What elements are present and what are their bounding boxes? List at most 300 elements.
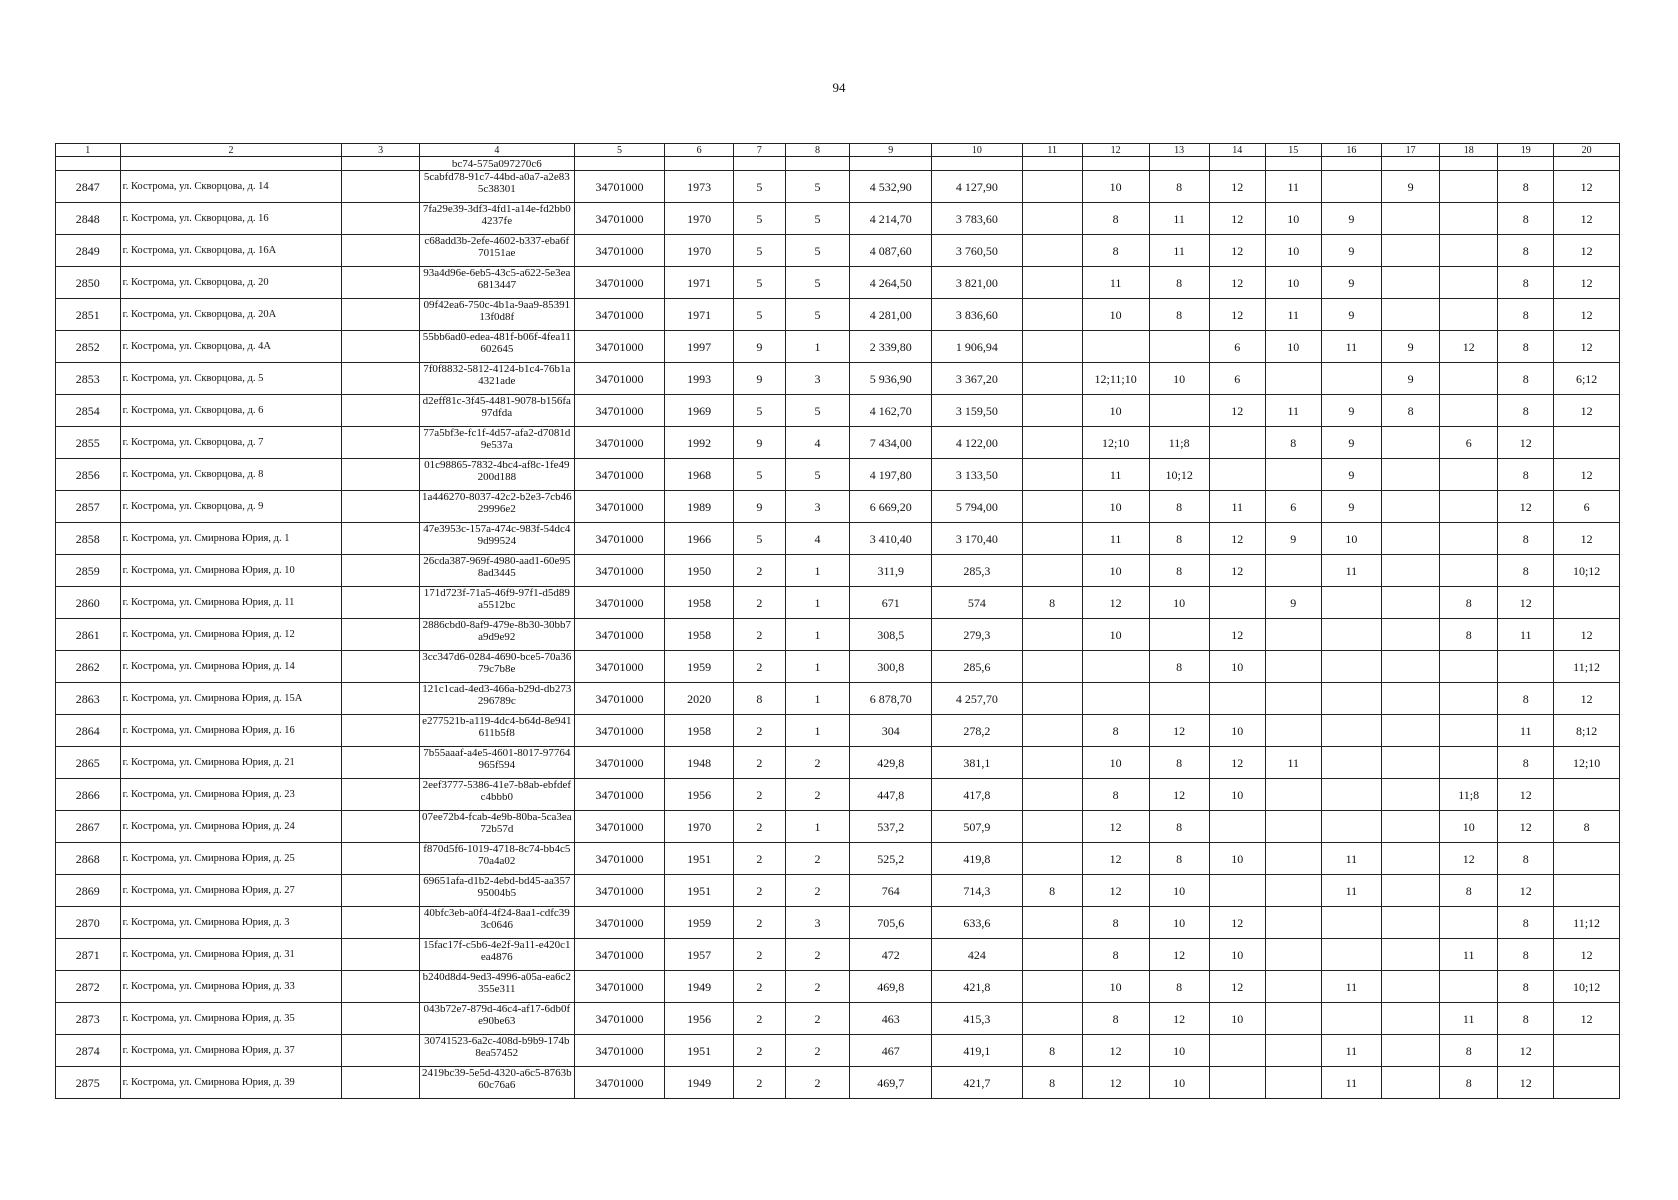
col-12-cell: 11 [1082,459,1149,491]
col-17-cell [1382,1067,1440,1099]
total-area-cell: 2 339,80 [850,331,932,363]
col-19-cell: 12 [1498,491,1554,523]
build-year-cell: 1966 [665,523,734,555]
column-header-15: 15 [1265,144,1321,157]
col-17-cell: 9 [1382,171,1440,203]
oktmo-code-cell: 34701000 [574,683,664,715]
col-3-cell [342,843,420,875]
col-15-cell: 10 [1265,203,1321,235]
entrances-cell: 2 [785,843,850,875]
col-18-cell [1440,651,1498,683]
col-14-cell: 12 [1209,203,1265,235]
col-13-cell: 10 [1149,907,1209,939]
fias-guid-cell: 55bb6ad0-edea-481f-b06f-4fea11602645 [419,331,574,363]
col-17-cell [1382,1035,1440,1067]
col-16-cell: 11 [1321,971,1381,1003]
col-13-cell [1149,683,1209,715]
col-17-cell [1382,235,1440,267]
col-3-cell [342,1035,420,1067]
col-17-cell [1382,555,1440,587]
fias-guid-cell: 7f0f8832-5812-4124-b1c4-76b1a4321ade [419,363,574,395]
total-area-cell: 463 [850,1003,932,1035]
row-number-cell: 2856 [56,459,121,491]
entrances-cell: 1 [785,811,850,843]
col-13-cell: 10 [1149,587,1209,619]
col-12-cell: 8 [1082,939,1149,971]
col-20-cell: 12 [1554,299,1620,331]
col-19-cell: 8 [1498,395,1554,427]
col-13-cell: 12 [1149,939,1209,971]
col-19-cell: 8 [1498,907,1554,939]
col-17-cell [1382,267,1440,299]
col-11-cell [1022,715,1082,747]
address-cell: г. Кострома, ул. Смирнова Юрия, д. 16 [120,715,342,747]
fias-guid-cell: 1a446270-8037-42c2-b2e3-7cb4629996e2 [419,491,574,523]
col-14-cell [1209,811,1265,843]
fias-guid-cell: 30741523-6a2c-408d-b9b9-174b8ea57452 [419,1035,574,1067]
row-number-cell: 2853 [56,363,121,395]
col-16-cell: 9 [1321,299,1381,331]
col-20-cell: 12 [1554,171,1620,203]
col-18-cell: 8 [1440,875,1498,907]
col-18-cell [1440,555,1498,587]
build-year-cell: 1956 [665,779,734,811]
address-cell: г. Кострома, ул. Смирнова Юрия, д. 10 [120,555,342,587]
oktmo-code-cell: 34701000 [574,1035,664,1067]
address-cell: г. Кострома, ул. Смирнова Юрия, д. 27 [120,875,342,907]
entrances-cell: 2 [785,1035,850,1067]
oktmo-code-cell: 34701000 [574,363,664,395]
col-17-cell [1382,203,1440,235]
build-year-cell: 1949 [665,1067,734,1099]
col-11-cell [1022,843,1082,875]
build-year-cell: 1989 [665,491,734,523]
address-cell: г. Кострома, ул. Скворцова, д. 7 [120,427,342,459]
total-area-cell: 4 087,60 [850,235,932,267]
col-15-cell [1265,459,1321,491]
column-header-16: 16 [1321,144,1381,157]
col-16-cell [1321,619,1381,651]
address-cell: г. Кострома, ул. Смирнова Юрия, д. 24 [120,811,342,843]
col-19-cell: 8 [1498,363,1554,395]
column-header-11: 11 [1022,144,1082,157]
col-20-cell: 11;12 [1554,651,1620,683]
column-header-13: 13 [1149,144,1209,157]
col-14-cell: 12 [1209,523,1265,555]
entrances-cell: 5 [785,203,850,235]
col-18-cell: 12 [1440,843,1498,875]
oktmo-code-cell: 34701000 [574,587,664,619]
col-12-cell [1082,651,1149,683]
column-header-18: 18 [1440,144,1498,157]
col-12-cell: 8 [1082,235,1149,267]
col-14-cell: 11 [1209,491,1265,523]
total-area-cell: 4 162,70 [850,395,932,427]
col-13-cell: 8 [1149,171,1209,203]
table-row [56,1003,1620,1035]
col-19-cell: 8 [1498,299,1554,331]
table-row [56,491,1620,523]
row-number-cell: 2871 [56,939,121,971]
col-17-cell [1382,1003,1440,1035]
table-row [56,779,1620,811]
fias-guid-cell: 01c98865-7832-4bc4-af8c-1fe49200d188 [419,459,574,491]
col-17-cell [1382,875,1440,907]
col-16-cell [1321,363,1381,395]
floors-cell: 2 [734,875,786,907]
build-year-cell: 1958 [665,715,734,747]
col-15-cell: 11 [1265,747,1321,779]
table-row [56,299,1620,331]
row-number-cell: 2874 [56,1035,121,1067]
living-area-cell: 421,7 [932,1067,1022,1099]
floors-cell: 2 [734,619,786,651]
oktmo-code-cell: 34701000 [574,811,664,843]
col-18-cell: 11 [1440,1003,1498,1035]
col-19-cell: 8 [1498,971,1554,1003]
oktmo-code-cell: 34701000 [574,843,664,875]
col-12-cell: 10 [1082,171,1149,203]
floors-cell: 5 [734,395,786,427]
floors-cell: 5 [734,203,786,235]
column-header-2: 2 [120,144,342,157]
col-17-cell [1382,491,1440,523]
col-18-cell [1440,363,1498,395]
col-20-cell: 6 [1554,491,1620,523]
col-19-cell: 8 [1498,203,1554,235]
fias-guid-cell: 09f42ea6-750c-4b1a-9aa9-8539113f0d8f [419,299,574,331]
total-area-cell: 3 410,40 [850,523,932,555]
col-17-cell [1382,779,1440,811]
row-number-cell: 2873 [56,1003,121,1035]
living-area-cell: 285,3 [932,555,1022,587]
col-19-cell: 12 [1498,779,1554,811]
col-14-cell: 6 [1209,331,1265,363]
entrances-cell: 3 [785,907,850,939]
col-20-cell: 8;12 [1554,715,1620,747]
row-number-cell: 2872 [56,971,121,1003]
col-11-cell [1022,1003,1082,1035]
col-20-cell [1554,587,1620,619]
table-row [56,907,1620,939]
col-19-cell: 8 [1498,171,1554,203]
col-16-cell: 9 [1321,459,1381,491]
col-13-cell [1149,619,1209,651]
col-16-cell [1321,747,1381,779]
entrances-cell: 5 [785,171,850,203]
row-number-cell: 2848 [56,203,121,235]
row-number-cell: 2859 [56,555,121,587]
col-11-cell: 8 [1022,1067,1082,1099]
floors-cell: 2 [734,779,786,811]
fias-guid-cell: e277521b-a119-4dc4-b64d-8e941611b5f8 [419,715,574,747]
total-area-cell: 472 [850,939,932,971]
table-row [56,267,1620,299]
col-15-cell [1265,875,1321,907]
col-18-cell: 10 [1440,811,1498,843]
floors-cell: 9 [734,363,786,395]
entrances-cell: 2 [785,1067,850,1099]
col-18-cell: 6 [1440,427,1498,459]
col-13-cell: 12 [1149,1003,1209,1035]
total-area-cell: 5 936,90 [850,363,932,395]
entrances-cell: 2 [785,1003,850,1035]
col-20-cell [1554,1035,1620,1067]
col-12-cell: 11 [1082,523,1149,555]
col-18-cell [1440,267,1498,299]
col-15-cell [1265,779,1321,811]
col-3-cell [342,267,420,299]
build-year-cell: 1948 [665,747,734,779]
col-11-cell [1022,523,1082,555]
col-14-cell: 12 [1209,171,1265,203]
col-11-cell [1022,171,1082,203]
col-11-cell [1022,811,1082,843]
entrances-cell: 5 [785,267,850,299]
col-3-cell [342,971,420,1003]
address-cell: г. Кострома, ул. Смирнова Юрия, д. 25 [120,843,342,875]
total-area-cell: 469,8 [850,971,932,1003]
entrances-cell: 3 [785,491,850,523]
col-17-cell [1382,651,1440,683]
col-13-cell: 8 [1149,491,1209,523]
col-14-cell: 12 [1209,619,1265,651]
col-16-cell [1321,811,1381,843]
column-header-19: 19 [1498,144,1554,157]
col-15-cell: 8 [1265,427,1321,459]
col-14-cell: 10 [1209,715,1265,747]
row-number-cell: 2870 [56,907,121,939]
living-area-cell: 4 127,90 [932,171,1022,203]
col-16-cell [1321,683,1381,715]
table-row [56,715,1620,747]
row-number-cell: 2861 [56,619,121,651]
floors-cell: 9 [734,331,786,363]
col-18-cell [1440,491,1498,523]
col-14-cell: 12 [1209,299,1265,331]
floors-cell: 8 [734,683,786,715]
col-13-cell [1149,395,1209,427]
col-17-cell: 8 [1382,395,1440,427]
col-11-cell [1022,555,1082,587]
row-number-cell: 2875 [56,1067,121,1099]
entrances-cell: 2 [785,939,850,971]
floors-cell: 2 [734,651,786,683]
col-18-cell: 8 [1440,587,1498,619]
col-20-cell: 8 [1554,811,1620,843]
col-12-cell: 12;11;10 [1082,363,1149,395]
col-14-cell: 12 [1209,395,1265,427]
fias-guid-cell: c68add3b-2efe-4602-b337-eba6f70151ae [419,235,574,267]
col-11-cell [1022,331,1082,363]
column-header-5: 5 [574,144,664,157]
address-cell: г. Кострома, ул. Смирнова Юрия, д. 23 [120,779,342,811]
col-11-cell [1022,427,1082,459]
col-15-cell: 11 [1265,171,1321,203]
col-11-cell: 8 [1022,1035,1082,1067]
build-year-cell: 1951 [665,843,734,875]
table-row [56,395,1620,427]
col-18-cell [1440,907,1498,939]
col-13-cell: 10 [1149,1035,1209,1067]
table-row [56,875,1620,907]
floors-cell: 2 [734,587,786,619]
col-3-cell [342,491,420,523]
col-15-cell [1265,811,1321,843]
column-header-12: 12 [1082,144,1149,157]
col-12-cell: 8 [1082,1003,1149,1035]
col-20-cell: 6;12 [1554,363,1620,395]
floors-cell: 5 [734,299,786,331]
col-16-cell: 9 [1321,235,1381,267]
oktmo-code-cell: 34701000 [574,203,664,235]
entrances-cell: 2 [785,875,850,907]
col-20-cell: 10;12 [1554,971,1620,1003]
col-20-cell: 12 [1554,939,1620,971]
living-area-cell: 3 159,50 [932,395,1022,427]
address-cell: г. Кострома, ул. Скворцова, д. 9 [120,491,342,523]
col-17-cell [1382,427,1440,459]
entrances-cell: 1 [785,715,850,747]
col-16-cell [1321,171,1381,203]
col-3-cell [342,683,420,715]
address-cell: г. Кострома, ул. Смирнова Юрия, д. 14 [120,651,342,683]
living-area-cell: 507,9 [932,811,1022,843]
col-15-cell [1265,843,1321,875]
col-15-cell: 11 [1265,299,1321,331]
col-15-cell: 10 [1265,331,1321,363]
build-year-cell: 1951 [665,1035,734,1067]
col-11-cell [1022,907,1082,939]
col-3-cell [342,587,420,619]
column-header-20: 20 [1554,144,1620,157]
col-19-cell: 8 [1498,267,1554,299]
col-19-cell: 8 [1498,683,1554,715]
col-13-cell: 8 [1149,555,1209,587]
col-20-cell: 12 [1554,1003,1620,1035]
build-year-cell: 1969 [665,395,734,427]
row-number-cell: 2866 [56,779,121,811]
col-17-cell [1382,843,1440,875]
col-12-cell: 10 [1082,555,1149,587]
col-20-cell: 10;12 [1554,555,1620,587]
col-12-cell: 10 [1082,971,1149,1003]
col-11-cell [1022,203,1082,235]
living-area-cell: 3 783,60 [932,203,1022,235]
table-row [56,1067,1620,1099]
col-17-cell [1382,619,1440,651]
oktmo-code-cell: 34701000 [574,747,664,779]
floors-cell: 2 [734,843,786,875]
address-cell: г. Кострома, ул. Смирнова Юрия, д. 3 [120,907,342,939]
row-number-cell: 2847 [56,171,121,203]
table-row [56,331,1620,363]
total-area-cell: 4 197,80 [850,459,932,491]
floors-cell: 5 [734,171,786,203]
col-15-cell [1265,939,1321,971]
floors-cell: 5 [734,235,786,267]
col-12-cell: 11 [1082,267,1149,299]
row-number-cell: 2868 [56,843,121,875]
col-19-cell: 8 [1498,843,1554,875]
col-16-cell [1321,907,1381,939]
col-12-cell: 8 [1082,779,1149,811]
col-11-cell [1022,683,1082,715]
col-15-cell: 10 [1265,267,1321,299]
fias-guid-cell: 7b55aaaf-a4e5-4601-8017-97764965f594 [419,747,574,779]
col-12-cell: 8 [1082,715,1149,747]
floors-cell: 2 [734,1035,786,1067]
total-area-cell: 300,8 [850,651,932,683]
col-20-cell: 12;10 [1554,747,1620,779]
col-13-cell: 8 [1149,843,1209,875]
col-17-cell: 9 [1382,331,1440,363]
living-area-cell: 3 836,60 [932,299,1022,331]
col-19-cell: 12 [1498,811,1554,843]
col-3-cell [342,523,420,555]
col-16-cell: 11 [1321,555,1381,587]
living-area-cell: 417,8 [932,779,1022,811]
col-11-cell [1022,939,1082,971]
address-cell: г. Кострома, ул. Смирнова Юрия, д. 15А [120,683,342,715]
col-17-cell [1382,747,1440,779]
build-year-cell: 1968 [665,459,734,491]
total-area-cell: 308,5 [850,619,932,651]
fias-guid-cell: 2eef3777-5386-41e7-b8ab-ebfdefc4bbb0 [419,779,574,811]
entrances-cell: 5 [785,299,850,331]
col-13-cell: 8 [1149,811,1209,843]
col-14-cell [1209,459,1265,491]
col-20-cell: 12 [1554,203,1620,235]
col-12-cell: 12 [1082,875,1149,907]
table-row [56,427,1620,459]
column-header-7: 7 [734,144,786,157]
living-area-cell: 3 821,00 [932,267,1022,299]
floors-cell: 2 [734,811,786,843]
col-13-cell: 10 [1149,1067,1209,1099]
build-year-cell: 1973 [665,171,734,203]
living-area-cell: 415,3 [932,1003,1022,1035]
total-area-cell: 764 [850,875,932,907]
col-13-cell [1149,331,1209,363]
col-20-cell: 12 [1554,331,1620,363]
address-cell: г. Кострома, ул. Смирнова Юрия, д. 1 [120,523,342,555]
col-13-cell: 11 [1149,203,1209,235]
row-number-cell: 2862 [56,651,121,683]
col-14-cell [1209,1067,1265,1099]
col-3-cell [342,619,420,651]
col-15-cell [1265,1003,1321,1035]
address-cell: г. Кострома, ул. Скворцова, д. 6 [120,395,342,427]
build-year-cell: 1958 [665,619,734,651]
oktmo-code-cell: 34701000 [574,619,664,651]
col-20-cell [1554,843,1620,875]
col-14-cell: 12 [1209,235,1265,267]
col-3-cell [342,779,420,811]
fias-guid-cell: 3cc347d6-0284-4690-bce5-70a3679c7b8e [419,651,574,683]
floors-cell: 2 [734,907,786,939]
address-cell: г. Кострома, ул. Скворцова, д. 4А [120,331,342,363]
oktmo-code-cell: 34701000 [574,651,664,683]
col-16-cell: 9 [1321,203,1381,235]
table-row [56,555,1620,587]
col-16-cell: 9 [1321,427,1381,459]
continuation-row [56,157,1620,171]
address-cell: г. Кострома, ул. Смирнова Юрия, д. 31 [120,939,342,971]
build-year-cell: 1992 [665,427,734,459]
col-20-cell: 12 [1554,235,1620,267]
total-area-cell: 705,6 [850,907,932,939]
